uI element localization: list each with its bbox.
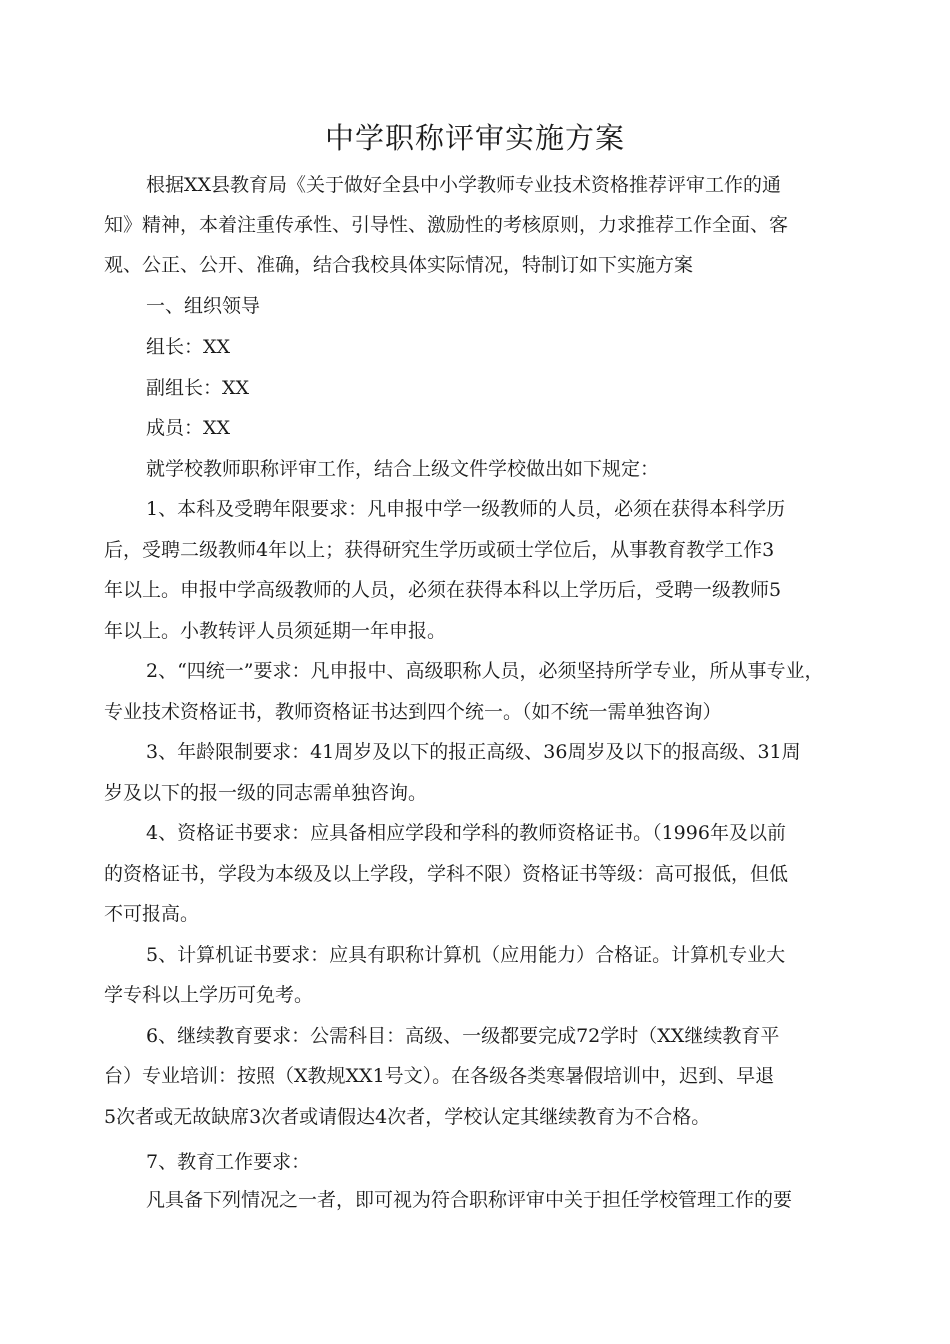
text-line: 不可报高。 bbox=[104, 903, 200, 925]
section-heading: 一、组织领导 bbox=[146, 295, 261, 317]
text-line: 5次者或无故缺席3次者或请假达4次者，学校认定其继续教育为不合格。 bbox=[104, 1106, 711, 1128]
text-line: 年以上。小教转评人员须延期一年申报。 bbox=[104, 620, 447, 642]
text-line: 学专科以上学历可免考。 bbox=[104, 984, 314, 1006]
text-line: 就学校教师职称评审工作，结合上级文件学校做出如下规定： bbox=[146, 458, 660, 480]
text-line: 5、计算机证书要求：应具有职称计算机（应用能力）合格证。计算机专业大 bbox=[146, 944, 786, 966]
text-line: 观、公正、公开、准确，结合我校具体实际情况，特制订如下实施方案 bbox=[104, 254, 694, 276]
text-line: 副组长：XX bbox=[146, 377, 250, 399]
document-title: 中学职称评审实施方案 bbox=[324, 121, 625, 155]
text-line: 1、本科及受聘年限要求：凡申报中学一级教师的人员，必须在获得本科学历 bbox=[146, 498, 786, 520]
text-line: 后，受聘二级教师4年以上；获得研究生学历或硕士学位后，从事教育教学工作3 bbox=[104, 539, 775, 561]
text-line: 4、资格证书要求：应具备相应学段和学科的教师资格证书。（1996年及以前 bbox=[146, 822, 786, 844]
text-line: 专业技术资格证书，教师资格证书达到四个统一。（如不统一需单独咨询） bbox=[104, 701, 722, 723]
text-line: 根据XX县教育局《关于做好全县中小学教师专业技术资格推荐评审工作的通 bbox=[146, 174, 782, 196]
text-line: 的资格证书，学段为本级及以上学段，学科不限）资格证书等级：高可报低，但低 bbox=[104, 863, 789, 885]
text-line: 凡具备下列情况之一者，即可视为符合职称评审中关于担任学校管理工作的要 bbox=[146, 1189, 793, 1211]
text-line: 3、年龄限制要求：41周岁及以下的报正高级、36周岁及以下的报高级、31周 bbox=[146, 741, 801, 763]
text-line: 岁及以下的报一级的同志需单独咨询。 bbox=[104, 782, 428, 804]
text-line: 台）专业培训：按照（X教规XX1号文）。在各级各类寒暑假培训中，迟到、早退 bbox=[104, 1065, 775, 1087]
text-line: 成员：XX bbox=[146, 417, 231, 439]
text-line: 组长：XX bbox=[146, 336, 231, 358]
text-line: 6、继续教育要求：公需科目：高级、一级都要完成72学时（XX继续教育平 bbox=[146, 1025, 780, 1047]
text-line: 知》精神，本着注重传承性、引导性、激励性的考核原则，力求推荐工作全面、客 bbox=[104, 214, 789, 236]
text-line: 7、教育工作要求： bbox=[146, 1151, 311, 1173]
text-line: 年以上。申报中学高级教师的人员，必须在获得本科以上学历后，受聘一级教师5 bbox=[104, 579, 782, 601]
text-line: 2、“四统一”要求：凡申报中、高级职称人员，必须坚持所学专业，所从事专业， bbox=[146, 660, 824, 682]
